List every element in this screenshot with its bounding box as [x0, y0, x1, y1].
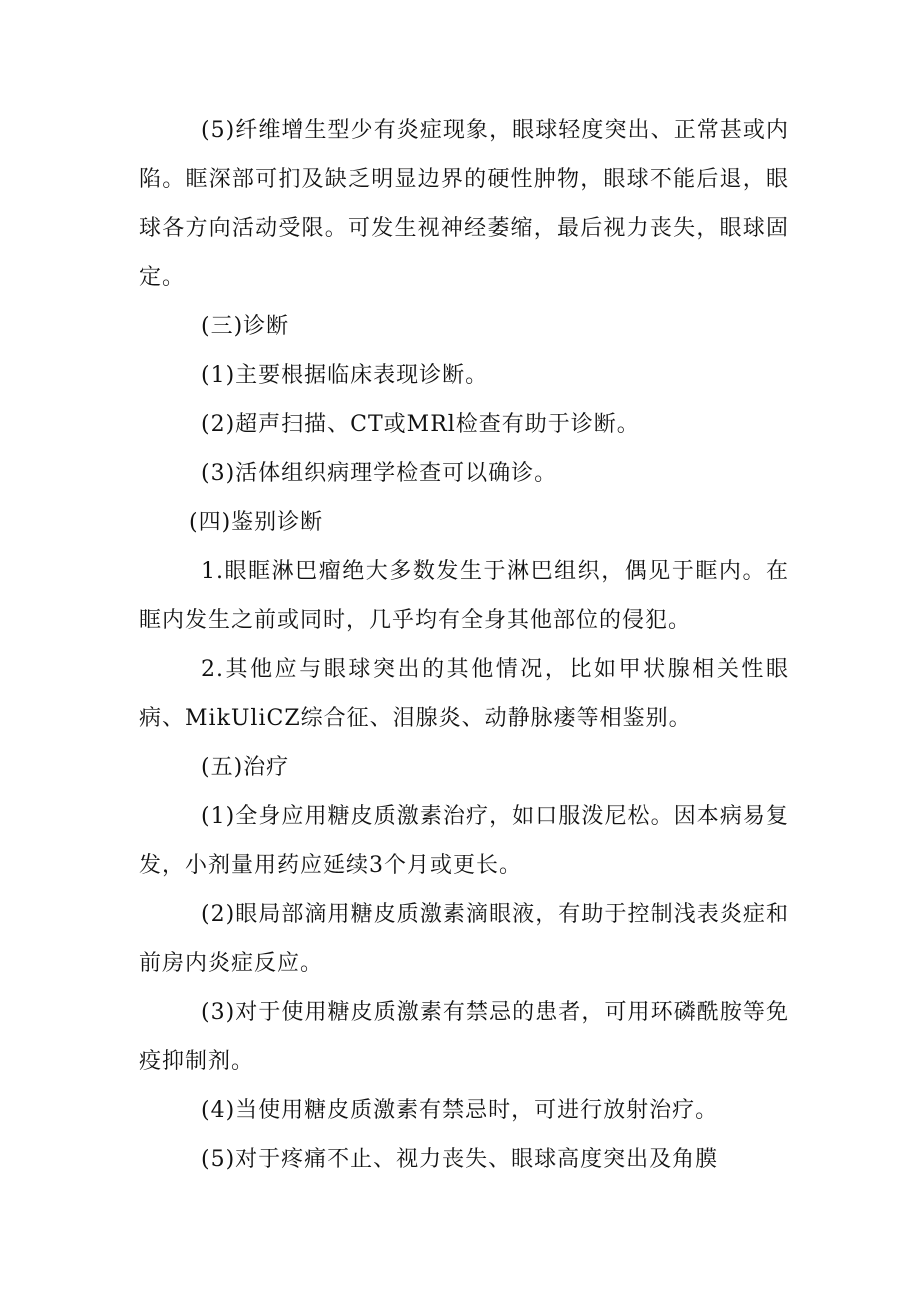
paragraph-diagnosis-3: (3)活体组织病理学检查可以确诊。 [201, 461, 558, 486]
paragraph-differential-2: 2.其他应与眼球突出的其他情况，比如甲状腺相关性眼病、MikUliCZ综合征、泪腺炎、动静脉瘘等相鉴别。 [139, 657, 789, 731]
paragraph-differential-1: 1.眼眶淋巴瘤绝大多数发生于淋巴组织，偶见于眶内。在眶内发生之前或同时，几乎均有全身其他部位的侵犯。 [139, 559, 789, 633]
paragraph-treatment-5: (5)对于疼痛不止、视力丧失、眼球高度突出及角膜 [201, 1147, 719, 1172]
paragraph-treatment-2: (2)眼局部滴用糖皮质激素滴眼液，有助于控制浅表炎症和前房内炎症反应。 [139, 902, 789, 976]
heading-differential-diagnosis: (四)鉴别诊断 [189, 510, 324, 535]
heading-diagnosis: (三)诊断 [201, 314, 290, 339]
paragraph-treatment-3: (3)对于使用糖皮质激素有禁忌的患者，可用环磷酰胺等免疫抑制剂。 [139, 1000, 789, 1074]
paragraph-treatment-1: (1)全身应用糖皮质激素治疗，如口服泼尼松。因本病易复发，小剂量用药应延续3个月或更长。 [139, 804, 789, 878]
paragraph-diagnosis-2: (2)超声扫描、CT或MRl检查有助于诊断。 [201, 412, 640, 437]
paragraph-fibrous-hyperplasia: (5)纤维增生型少有炎症现象，眼球轻度突出、正常甚或内陷。眶深部可扪及缺乏明显边界的硬性肿物，眼球不能后退，眼球各方向活动受限。可发生视神经萎缩，最后视力丧失，眼球固定。 [139, 118, 789, 290]
paragraph-diagnosis-1: (1)主要根据临床表现诊断。 [201, 363, 489, 388]
paragraph-treatment-4: (4)当使用糖皮质激素有禁忌时，可进行放射治疗。 [201, 1098, 719, 1123]
heading-treatment: (五)治疗 [201, 755, 290, 780]
